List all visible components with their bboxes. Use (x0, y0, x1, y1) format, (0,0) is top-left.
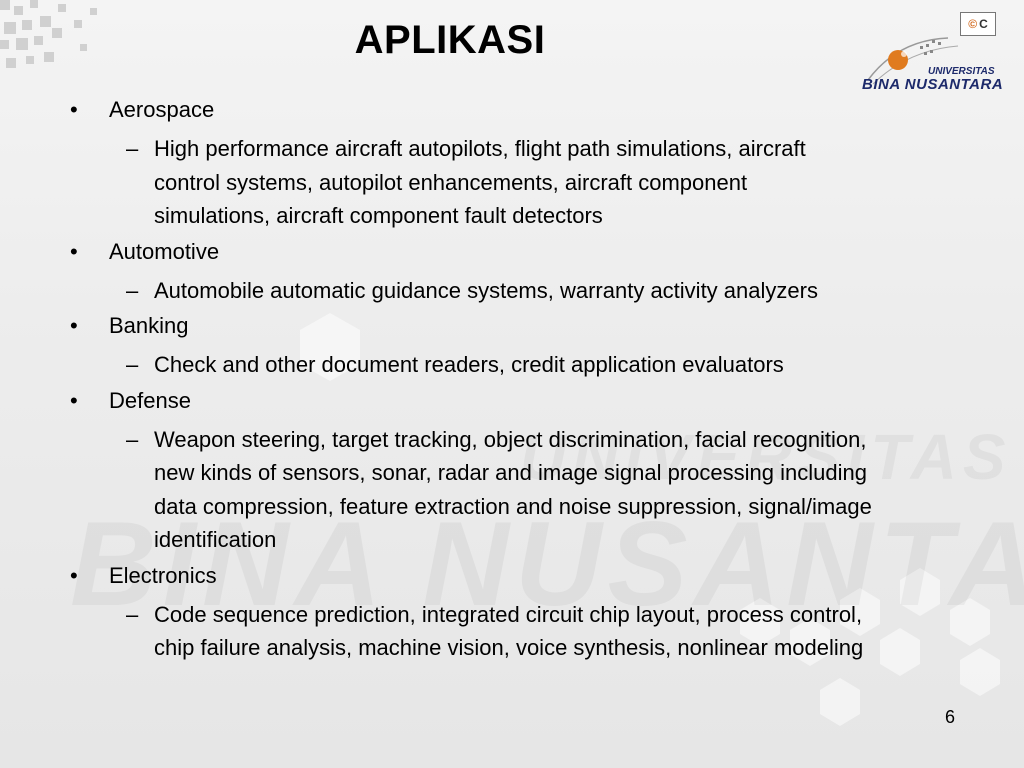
bullet-label: Banking (109, 313, 189, 338)
bullet-point (70, 237, 970, 267)
badge-right-glyph: C (979, 17, 988, 31)
slide-content (70, 92, 970, 669)
dash-icon: – (126, 136, 139, 161)
sub-point (70, 274, 844, 308)
bullet-point (70, 561, 970, 591)
bullet-icon: • (70, 238, 78, 264)
logo-text-bina-nusantara: BINA NUSANTARA (862, 76, 1004, 93)
slide-title: APLIKASI (354, 18, 546, 62)
dash-icon: – (126, 277, 139, 303)
sub-point (70, 132, 844, 233)
bullet-label: Automotive (109, 238, 220, 264)
copyright-badge (960, 12, 996, 36)
bullet-point (70, 311, 970, 341)
bullet-icon: • (70, 97, 78, 122)
sub-point (70, 423, 884, 557)
list-item-automotive (70, 237, 970, 308)
logo-text-universitas: UNIVERSITAS (928, 66, 995, 77)
bullet-label: Defense (109, 387, 191, 413)
sub-point-text: Weapon steering, target tracking, object discrimination, facial recognition, new kinds of sensors, sonar, radar and image signal processing including data compression, feature extraction and noise suppression, signal/image identification (154, 426, 872, 552)
page-number: 6 (945, 707, 956, 727)
list-item-banking (70, 311, 970, 382)
sub-point-text: Check and other document readers, credit application evaluators (154, 352, 784, 377)
bullet-label: Aerospace (109, 97, 215, 122)
dash-icon: – (126, 352, 139, 377)
badge-left-glyph: © (968, 17, 978, 31)
bullet-point (70, 386, 970, 416)
list-item-defense (70, 386, 970, 557)
bullet-label: Electronics (109, 562, 217, 588)
sub-point-text: High performance aircraft autopilots, flight path simulations, aircraft control systems, autopilot enhancements, aircraft component simulations, aircraft component fault detectors (154, 136, 806, 228)
list-item-electronics (70, 561, 970, 665)
sub-point-text: Code sequence prediction, integrated circuit chip layout, process control, chip failure analysis, machine vision, voice synthesis, nonlinear modeling (154, 601, 864, 660)
sub-point (70, 598, 894, 665)
bullet-icon: • (70, 562, 78, 588)
bullet-icon: • (70, 313, 78, 338)
bullet-point (70, 95, 970, 125)
dash-icon: – (126, 601, 139, 627)
sub-point-text: Automobile automatic guidance systems, warranty activity analyzers (154, 277, 818, 303)
bullet-icon: • (70, 387, 78, 413)
list-item-aerospace (70, 95, 970, 233)
sub-point (70, 348, 914, 382)
dash-icon: – (126, 426, 139, 452)
